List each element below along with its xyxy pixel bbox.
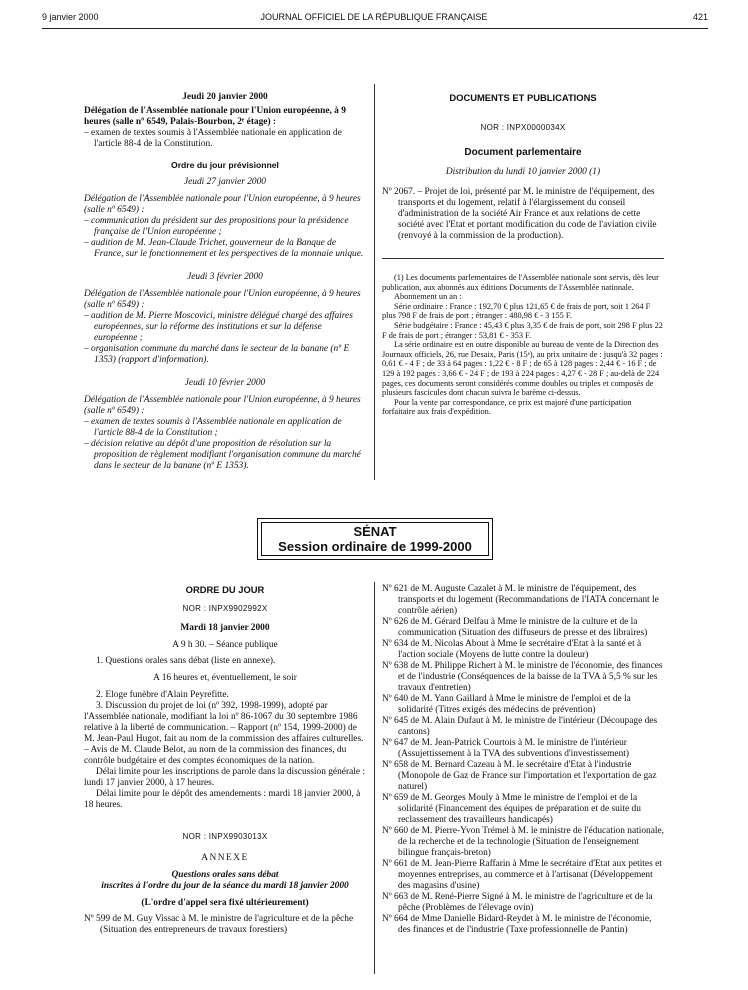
footnote-vente: La série ordinaire est en outre disponible au bureau de vente de la Direction des Journaux officiels, 26, rue Desaix, Paris (15ᵉ), au prix unitaire de : jusqu'à 32 pages : 0,61 € - 4 F ; de 33 à 64 pages : 1,22 € - 8 F ; de 65 à 128 pages : 2,44 € - 16 F ; de 129 à 192 pages : 3,66 € - 24 F ; de 193 à 224 pages : 4,27 € - 28 F ; au-delà de 224 pages, ces documents seront considérés comme doubles ou triples et composés de plusieurs fascicules dont chacun suivra le barème ci-dessus. (382, 340, 663, 398)
question-645: Nº 645 de M. Alain Dufaut à M. le ministre de l'intérieur (Découpage des cantons) (382, 716, 658, 737)
question-621: Nº 621 de M. Auguste Cazalet à M. le ministre de l'équipement, des transports et du logement (Recommandations de l'IATA concernant le contrôle aérien) (382, 584, 659, 616)
left-top-column (84, 92, 366, 472)
seance-16h: A 16 heures et, éventuellement, le soir (153, 673, 297, 683)
question-659: Nº 659 de M. Georges Mouly à Mme le ministre de l'emploi et de la solidarité (Financement des équipes de préparation et de suite du reclassement des travailleurs handicapés) (382, 793, 641, 825)
annexe-subtitle-1: Questions orales sans débat (171, 870, 279, 880)
footnote-correspondance: Pour la vente par correspondance, ce prix est majoré d'une participation forfaitaire aux frais d'expédition. (382, 397, 632, 417)
footnote-budgetaire: Série budgétaire : France : 45,43 € plus 3,35 € de frais de port, soit 298 F plus 22 F de frais de port ; étranger : 53,81 € - 353 F. (382, 320, 663, 340)
nor-annexe: NOR : INPX9903013X (182, 832, 268, 841)
item-3-1: – audition de M. Pierre Moscovici, ministre délégué chargé des affaires européennes, sur la réforme des institutions et sur la défense européenne ; (84, 311, 353, 343)
right-top-column (382, 92, 664, 417)
footnote-1: (1) Les documents parlementaires de l'Assemblée nationale sont servis, dès leur publication, aux abonnés aux éditions Documents de l'Assemblée nationale. (382, 273, 659, 292)
header-page-number: 421 (692, 12, 708, 22)
question-638: Nº 638 de M. Philippe Richert à M. le ministre de l'économie, des finances et de l'industrie (Conséquences de la baisse de la TVA à 5,5 % sur les travaux d'entretien) (382, 661, 663, 693)
seance-publique: A 9 h 30. – Séance publique (172, 640, 278, 650)
ordre-du-jour-title: ORDRE DU JOUR (185, 584, 265, 595)
session-title: Session ordinaire de 1999-2000 (278, 539, 472, 554)
footnote-ordinaire: Série ordinaire : France : 192,70 € plus 121,65 € de frais de port, soit 1 264 F plus 798 F de frais de port ; étranger : 480,98 € - 3 155 F. (382, 301, 651, 321)
footnotes (382, 273, 664, 417)
annexe-subtitle-2: inscrites à l'ordre du jour de la séance du mardi 18 janvier 2000 (101, 881, 349, 891)
document-parlementaire: Document parlementaire (464, 147, 582, 158)
question-658: Nº 658 de M. Bernard Cazeau à M. le secrétaire d'Etat à l'industrie (Monopole de Gaz de France sur l'importation et l'exportation de gaz naturel) (382, 760, 657, 792)
right-bottom-column (382, 584, 664, 936)
heading-jeudi-20: Jeudi 20 janvier 2000 (182, 92, 268, 102)
column-divider-bottom (374, 582, 375, 974)
item-27-1: – communication du président sur des propositions pour la présidence française de l'Union européenne ; (84, 216, 349, 237)
point-3: 3. Discussion du projet de loi (nº 392, 1998-1999), adopté par l'Assemblée nationale, modifiant la loi nº 86-1067 du 30 septembre 1986 relative à la liberté de communication. – Rapport (nº 154, 1999-2000) de M. Jean-Paul Hugot, fait au nom de la commission des affaires culturelles. – Avis de M. Claude Belot, au nom de la commission des finances, du contrôle budgétaire et des comptes économiques de la nation. (84, 701, 364, 766)
ordre-previsionnel: Ordre du jour prévisionnel (171, 160, 279, 170)
item-20: – examen de textes soumis à l'Assemblée nationale en application de l'article 88-4 de la Constitution. (84, 128, 342, 149)
delegation-20: Délégation de l'Assemblée nationale pour l'Union européenne, à 9 heures (salle nº 6549, Palais-Bourbon, 2ᵉ étage) : (84, 106, 346, 127)
left-bottom-column (84, 584, 366, 936)
question-664: Nº 664 de Mme Danielle Bidard-Reydet à M. le ministre de l'économie, des finances et de l'industrie (Taxe professionnelle de Pantin) (382, 914, 652, 935)
mardi-18: Mardi 18 janvier 2000 (180, 623, 270, 633)
point-1: 1. Questions orales sans débat (liste en annexe). (96, 656, 276, 666)
question-663: Nº 663 de M. René-Pierre Signé à M. le ministre de l'agriculture et de la pêche (Problèmes de l'élevage ovin) (382, 892, 653, 913)
delegation-10: Délégation de l'Assemblée nationale pour l'Union européenne, à 9 heures (salle nº 6549) : (84, 395, 361, 416)
delegation-27: Délégation de l'Assemblée nationale pour l'Union européenne, à 9 heures (salle nº 6549) : (84, 194, 361, 215)
item-27-2: – audition de M. Jean-Claude Trichet, gouverneur de la Banque de France, sur le fonctionnement et les perspectives de la monnaie unique. (84, 238, 364, 259)
item-10-2: – décision relative au dépôt d'une proposition de résolution sur la proposition de règlement modifiant l'organisation commune du marché dans le secteur de la banane (nº E 1353). (84, 439, 361, 471)
nor-documents: NOR : INPX0000034X (480, 123, 566, 132)
senat-banner (257, 518, 493, 560)
header-rule (42, 28, 708, 29)
header-date: 9 janvier 2000 (42, 12, 99, 22)
distribution-date: Distribution du lundi 10 janvier 2000 (1) (445, 167, 601, 177)
notes-separator (382, 258, 664, 259)
senat-title: SÉNAT (353, 524, 397, 539)
question-626: Nº 626 de M. Gérard Delfau à Mme le ministre de la culture et de la communication (Situation des diffuseurs de presse et des libraires) (382, 617, 648, 638)
ordre-appel: (L'ordre d'appel sera fixé ultérieurement) (141, 898, 309, 908)
question-661: Nº 661 de M. Jean-Pierre Raffarin à Mme le secrétaire d'Etat aux petites et moyennes entreprises, au commerce et à l'artisanat (Développement des magasins d'usine) (382, 859, 662, 891)
question-640: Nº 640 de M. Yann Gaillard à Mme le ministre de l'emploi et de la solidarité (Titres exigés des médecins de prévention) (382, 694, 631, 715)
item-3-2: – organisation commune du marché dans le secteur de la banane (nº E 1353) (rapport d'information). (84, 344, 350, 365)
column-divider-top (374, 84, 375, 480)
heading-jeudi-10: Jeudi 10 février 2000 (184, 378, 266, 388)
footnote-abonnement: Abonnement un an : (394, 292, 462, 302)
delai-amendements: Délai limite pour le dépôt des amendements : mardi 18 janvier 2000, à 18 heures. (84, 789, 361, 810)
question-599: Nº 599 de M. Guy Vissac à M. le ministre de l'agriculture et de la pêche (Situation des entrepreneurs de travaux forestiers) (84, 914, 354, 935)
delai-inscriptions: Délai limite pour les inscriptions de parole dans la discussion générale : lundi 17 janvier 2000, à 17 heures. (84, 767, 365, 788)
heading-jeudi-27: Jeudi 27 janvier 2000 (183, 177, 266, 187)
heading-jeudi-3: Jeudi 3 février 2000 (187, 272, 263, 282)
question-634: Nº 634 de M. Nicolas About à Mme le secrétaire d'Etat à la santé et à l'action sociale (Moyens de lutte contre la douleur) (382, 639, 642, 660)
documents-title: DOCUMENTS ET PUBLICATIONS (449, 92, 597, 103)
delegation-3: Délégation de l'Assemblée nationale pour l'Union européenne, à 9 heures (salle nº 6549) : (84, 289, 361, 310)
nor-odj: NOR : INPX9902992X (182, 604, 268, 613)
item-10-1: – examen de textes soumis à l'Assemblée nationale en application de l'article 88-4 de la Constitution ; (84, 417, 342, 438)
point-2: 2. Eloge funèbre d'Alain Peyrefitte. (96, 690, 229, 700)
entry-2067: Nº 2067. – Projet de loi, présenté par M. le ministre de l'équipement, des transports et du logement, relatif à l'élargissement du conseil d'administration de la société Air France et aux relations de cette société avec l'Etat et portant modification du code de l'aviation civile (renvoyé à la commission de la production). (382, 187, 657, 241)
annexe-title: ANNEXE (201, 853, 249, 863)
header-title: JOURNAL OFFICIEL DE LA RÉPUBLIQUE FRANÇAISE (260, 12, 488, 22)
question-647: Nº 647 de M. Jean-Patrick Courtois à M. le ministre de l'intérieur (Assujettissement à la TVA des subventions d'investissement) (382, 738, 630, 759)
question-660: Nº 660 de M. Pierre-Yvon Trémel à M. le ministre de l'éducation nationale, de la recherche et de la technologie (Situation de l'enseignement bilingue français-breton) (382, 826, 664, 858)
